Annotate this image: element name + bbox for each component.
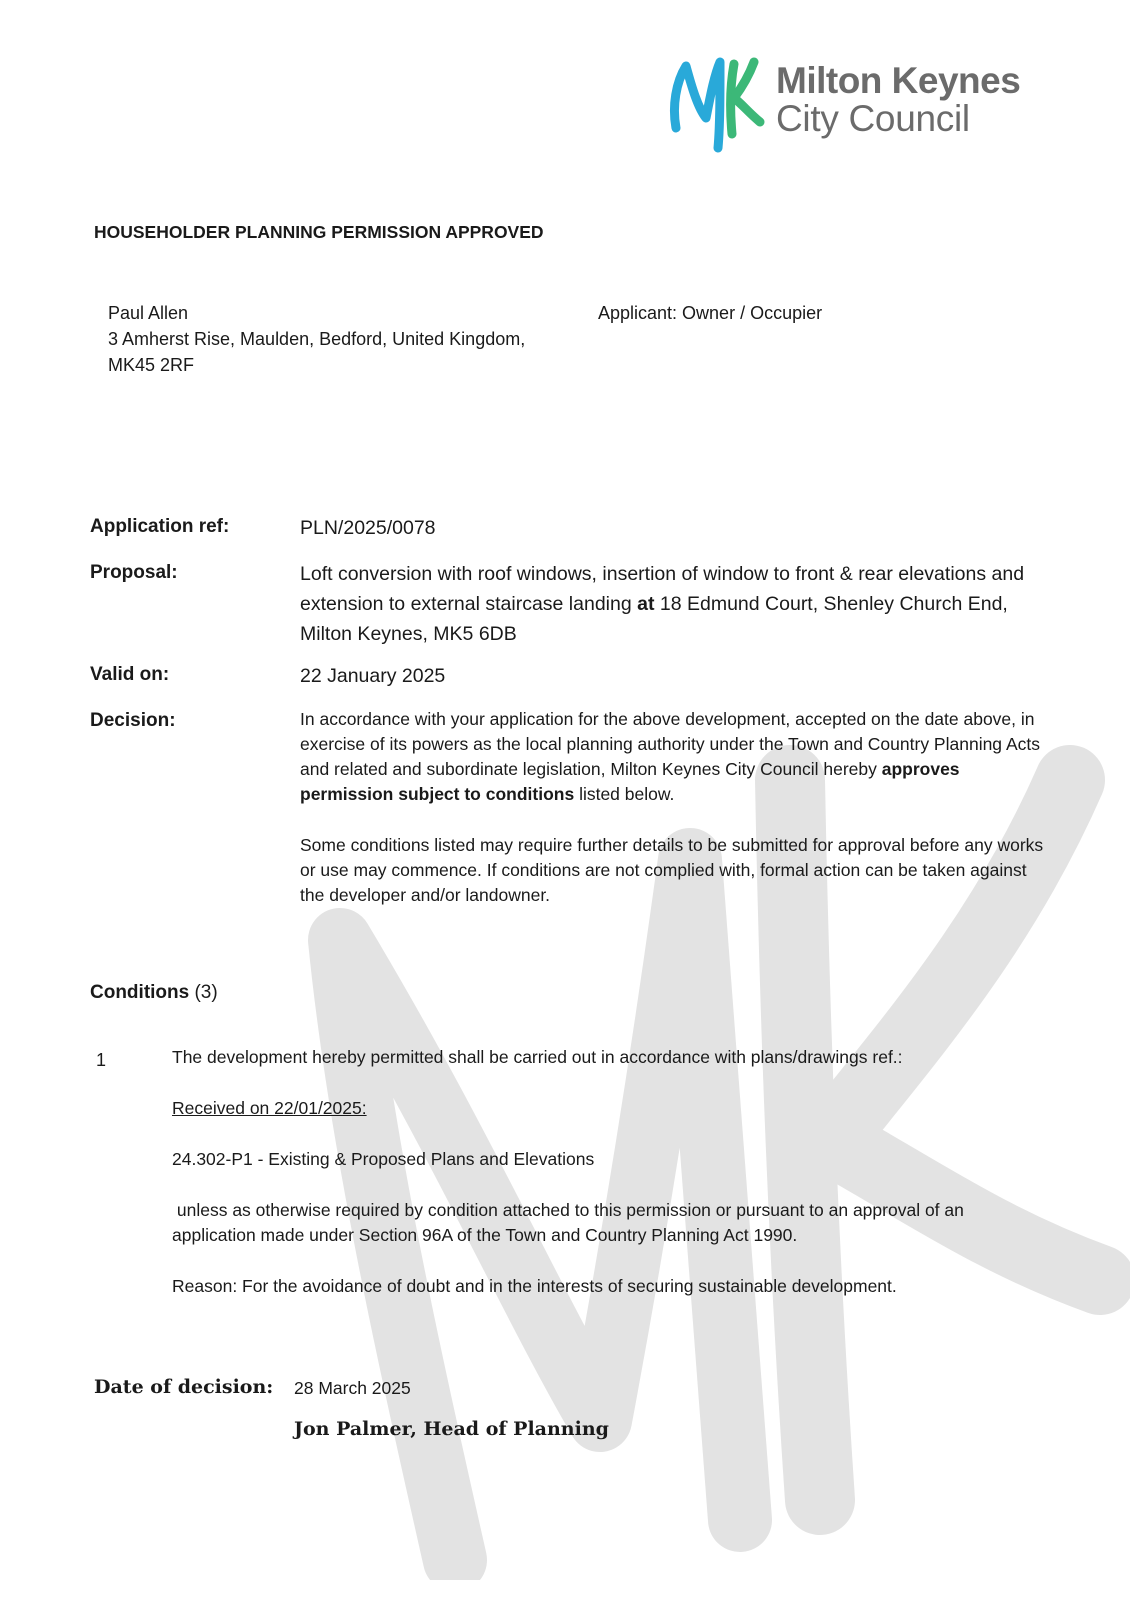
conditions-title: Conditions bbox=[90, 982, 190, 1003]
proposal-value bbox=[300, 559, 1060, 649]
logo-wordmark bbox=[776, 62, 1020, 138]
decision-text-a: In accordance with your application for the above development, accepted on the date above, in exercise of its powers as the local planning authority under the Town and Country Planning Acts and related and subordinate legislation, Milton Keynes City Council hereby bbox=[300, 709, 1040, 779]
condition-intro: The development hereby permitted shall be carried out in accordance with plans/drawings ref.: bbox=[172, 1047, 903, 1067]
condition-unless: unless as otherwise required by condition attached to this permission or pursuant to an approval of an application made under Section 96A of the Town and Country Planning Act 1990. bbox=[172, 1200, 969, 1245]
application-ref-value: PLN/2025/0078 bbox=[300, 517, 436, 539]
recipient-name: Paul Allen bbox=[108, 303, 189, 323]
decision-date-value: 28 March 2025 bbox=[294, 1378, 411, 1398]
decision-text-b: listed below. bbox=[574, 784, 675, 804]
decision-date-label: Date of decision: bbox=[94, 1376, 274, 1398]
condition-number: 1 bbox=[96, 1050, 107, 1070]
mk-logo-mark bbox=[668, 56, 768, 156]
signatory: Jon Palmer, Head of Planning bbox=[294, 1418, 609, 1440]
recipient-address bbox=[108, 300, 525, 378]
decision-paragraph-1 bbox=[300, 707, 1050, 807]
decision-text-bold: approves permission subject to conditions bbox=[300, 759, 960, 804]
condition-received bbox=[172, 1096, 1052, 1121]
document-title: HOUSEHOLDER PLANNING PERMISSION APPROVED bbox=[94, 222, 544, 242]
decision-paragraph-2: Some conditions listed may require further details to be submitted for approval before any works or use may commence. If conditions are not complied with, formal action can be taken against the developer and/or landowner. bbox=[300, 835, 1044, 905]
proposal-text-1: Loft conversion with roof windows, insertion of window to front & rear elevations and extension to external staircase landing bbox=[300, 563, 1025, 615]
valid-on-value: 22 January 2025 bbox=[300, 665, 446, 687]
logo-line-1: Milton Keynes bbox=[776, 60, 1021, 101]
conditions-heading bbox=[90, 982, 218, 1004]
address-line-1: 3 Amherst Rise, Maulden, Bedford, United Kingdom, bbox=[108, 329, 526, 349]
council-logo bbox=[668, 56, 1068, 156]
logo-line-2: City Council bbox=[776, 98, 970, 139]
proposal-label: Proposal: bbox=[90, 562, 178, 583]
proposal-text-2: 18 Edmund Court, Shenley Church End, Milton Keynes, MK5 6DB bbox=[300, 593, 1008, 645]
received-date: Received on 22/01/2025: bbox=[172, 1098, 367, 1118]
condition-reason: Reason: For the avoidance of doubt and in the interests of securing sustainable development. bbox=[172, 1276, 897, 1296]
application-ref-label: Application ref: bbox=[90, 516, 230, 537]
address-line-2: MK45 2RF bbox=[108, 355, 195, 375]
proposal-at: at bbox=[637, 593, 655, 615]
applicant-type: Applicant: Owner / Occupier bbox=[598, 303, 823, 323]
valid-on-label: Valid on: bbox=[90, 664, 170, 685]
conditions-count: (3) bbox=[194, 982, 218, 1003]
condition-drawing: 24.302-P1 - Existing & Proposed Plans and Elevations bbox=[172, 1149, 595, 1169]
decision-label: Decision: bbox=[90, 710, 176, 731]
